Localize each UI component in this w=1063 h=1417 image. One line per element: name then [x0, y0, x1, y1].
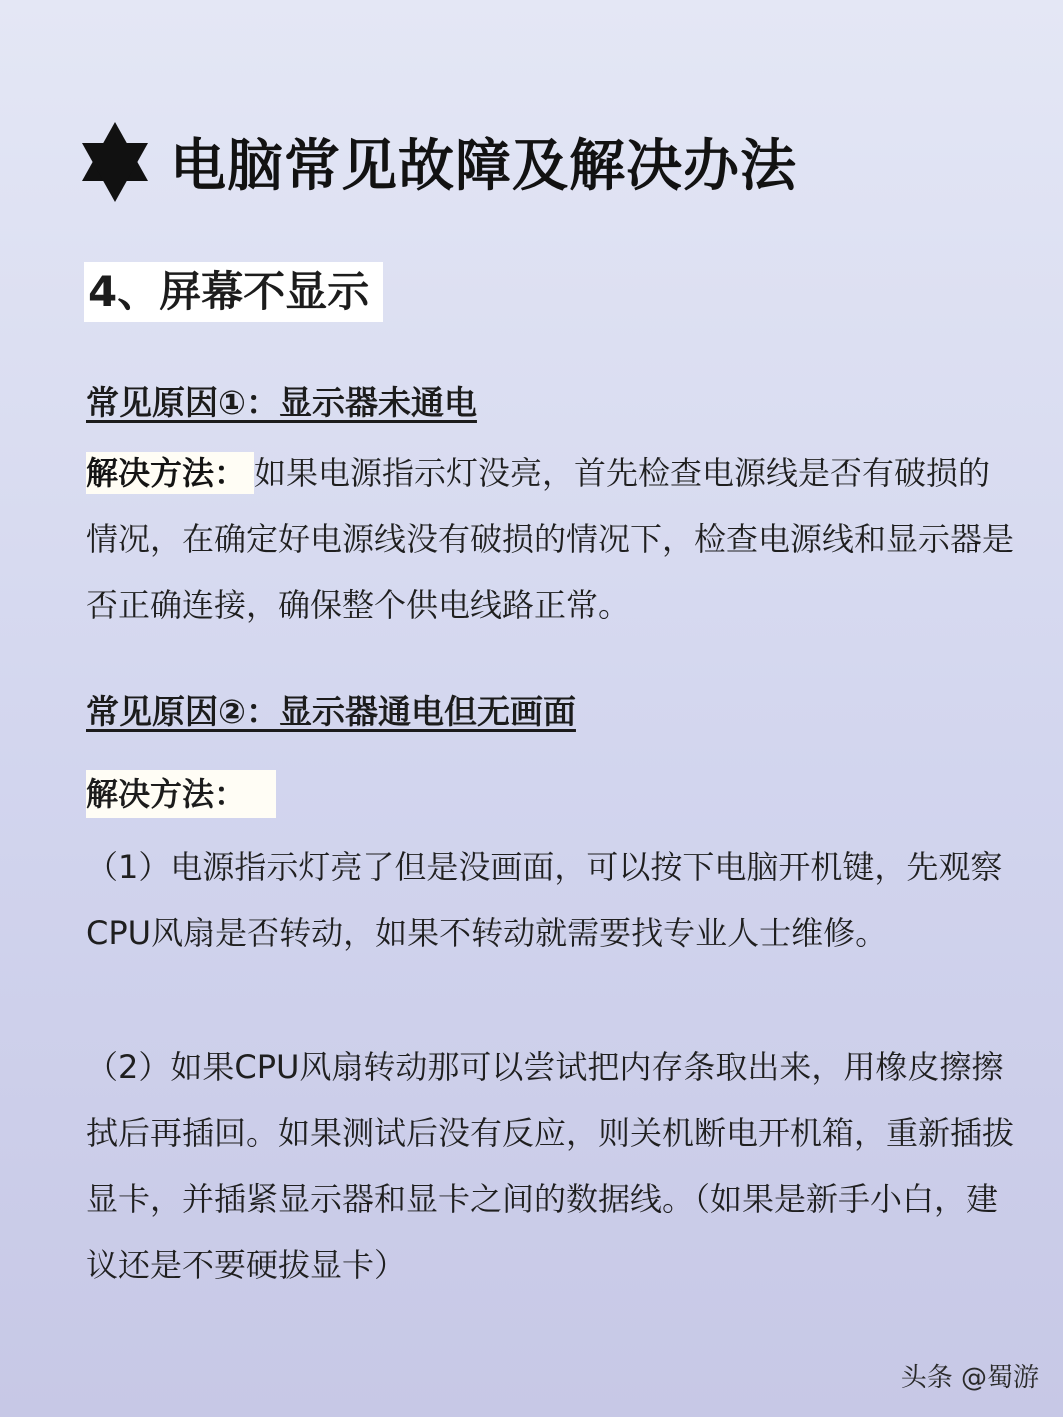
six-pointed-star-icon [78, 120, 152, 204]
page-title: 电脑常见故障及解决办法 [170, 134, 797, 199]
cause-heading-1: 常见原因①：显示器未通电 [86, 383, 477, 422]
solution-text-1: 如果电源指示灯没亮，首先检查电源线是否有破损的情况，在确定好电源线没有破损的情况下，检查电源线和显示器是否正确连接，确保整个供电线路正常。 [86, 454, 1015, 624]
cause-heading-2: 常见原因②：显示器通电但无画面 [86, 692, 576, 731]
solution-label-2: 解决方法： [86, 770, 276, 818]
solution-label-1: 解决方法： [86, 452, 254, 494]
solution-step-1: （1）电源指示灯亮了但是没画面，可以按下电脑开机键，先观察CPU风扇是否转动，如果不转动就需要找专业人士维修。 [86, 848, 1003, 952]
watermark: 头条 @蜀游 [900, 1363, 1039, 1393]
solution-step-2: （2）如果CPU风扇转动那可以尝试把内存条取出来，用橡皮擦擦拭后再插回。如果测试后没有反应，则关机断电开机箱，重新插拔显卡，并插紧显示器和显卡之间的数据线。（如果是新手小白，建议还是不要硬拔显卡） [86, 1048, 1015, 1284]
title-row [78, 120, 797, 204]
solution-paragraph-1 [86, 440, 1016, 638]
section-heading: 4、屏幕不显示 [84, 262, 383, 322]
